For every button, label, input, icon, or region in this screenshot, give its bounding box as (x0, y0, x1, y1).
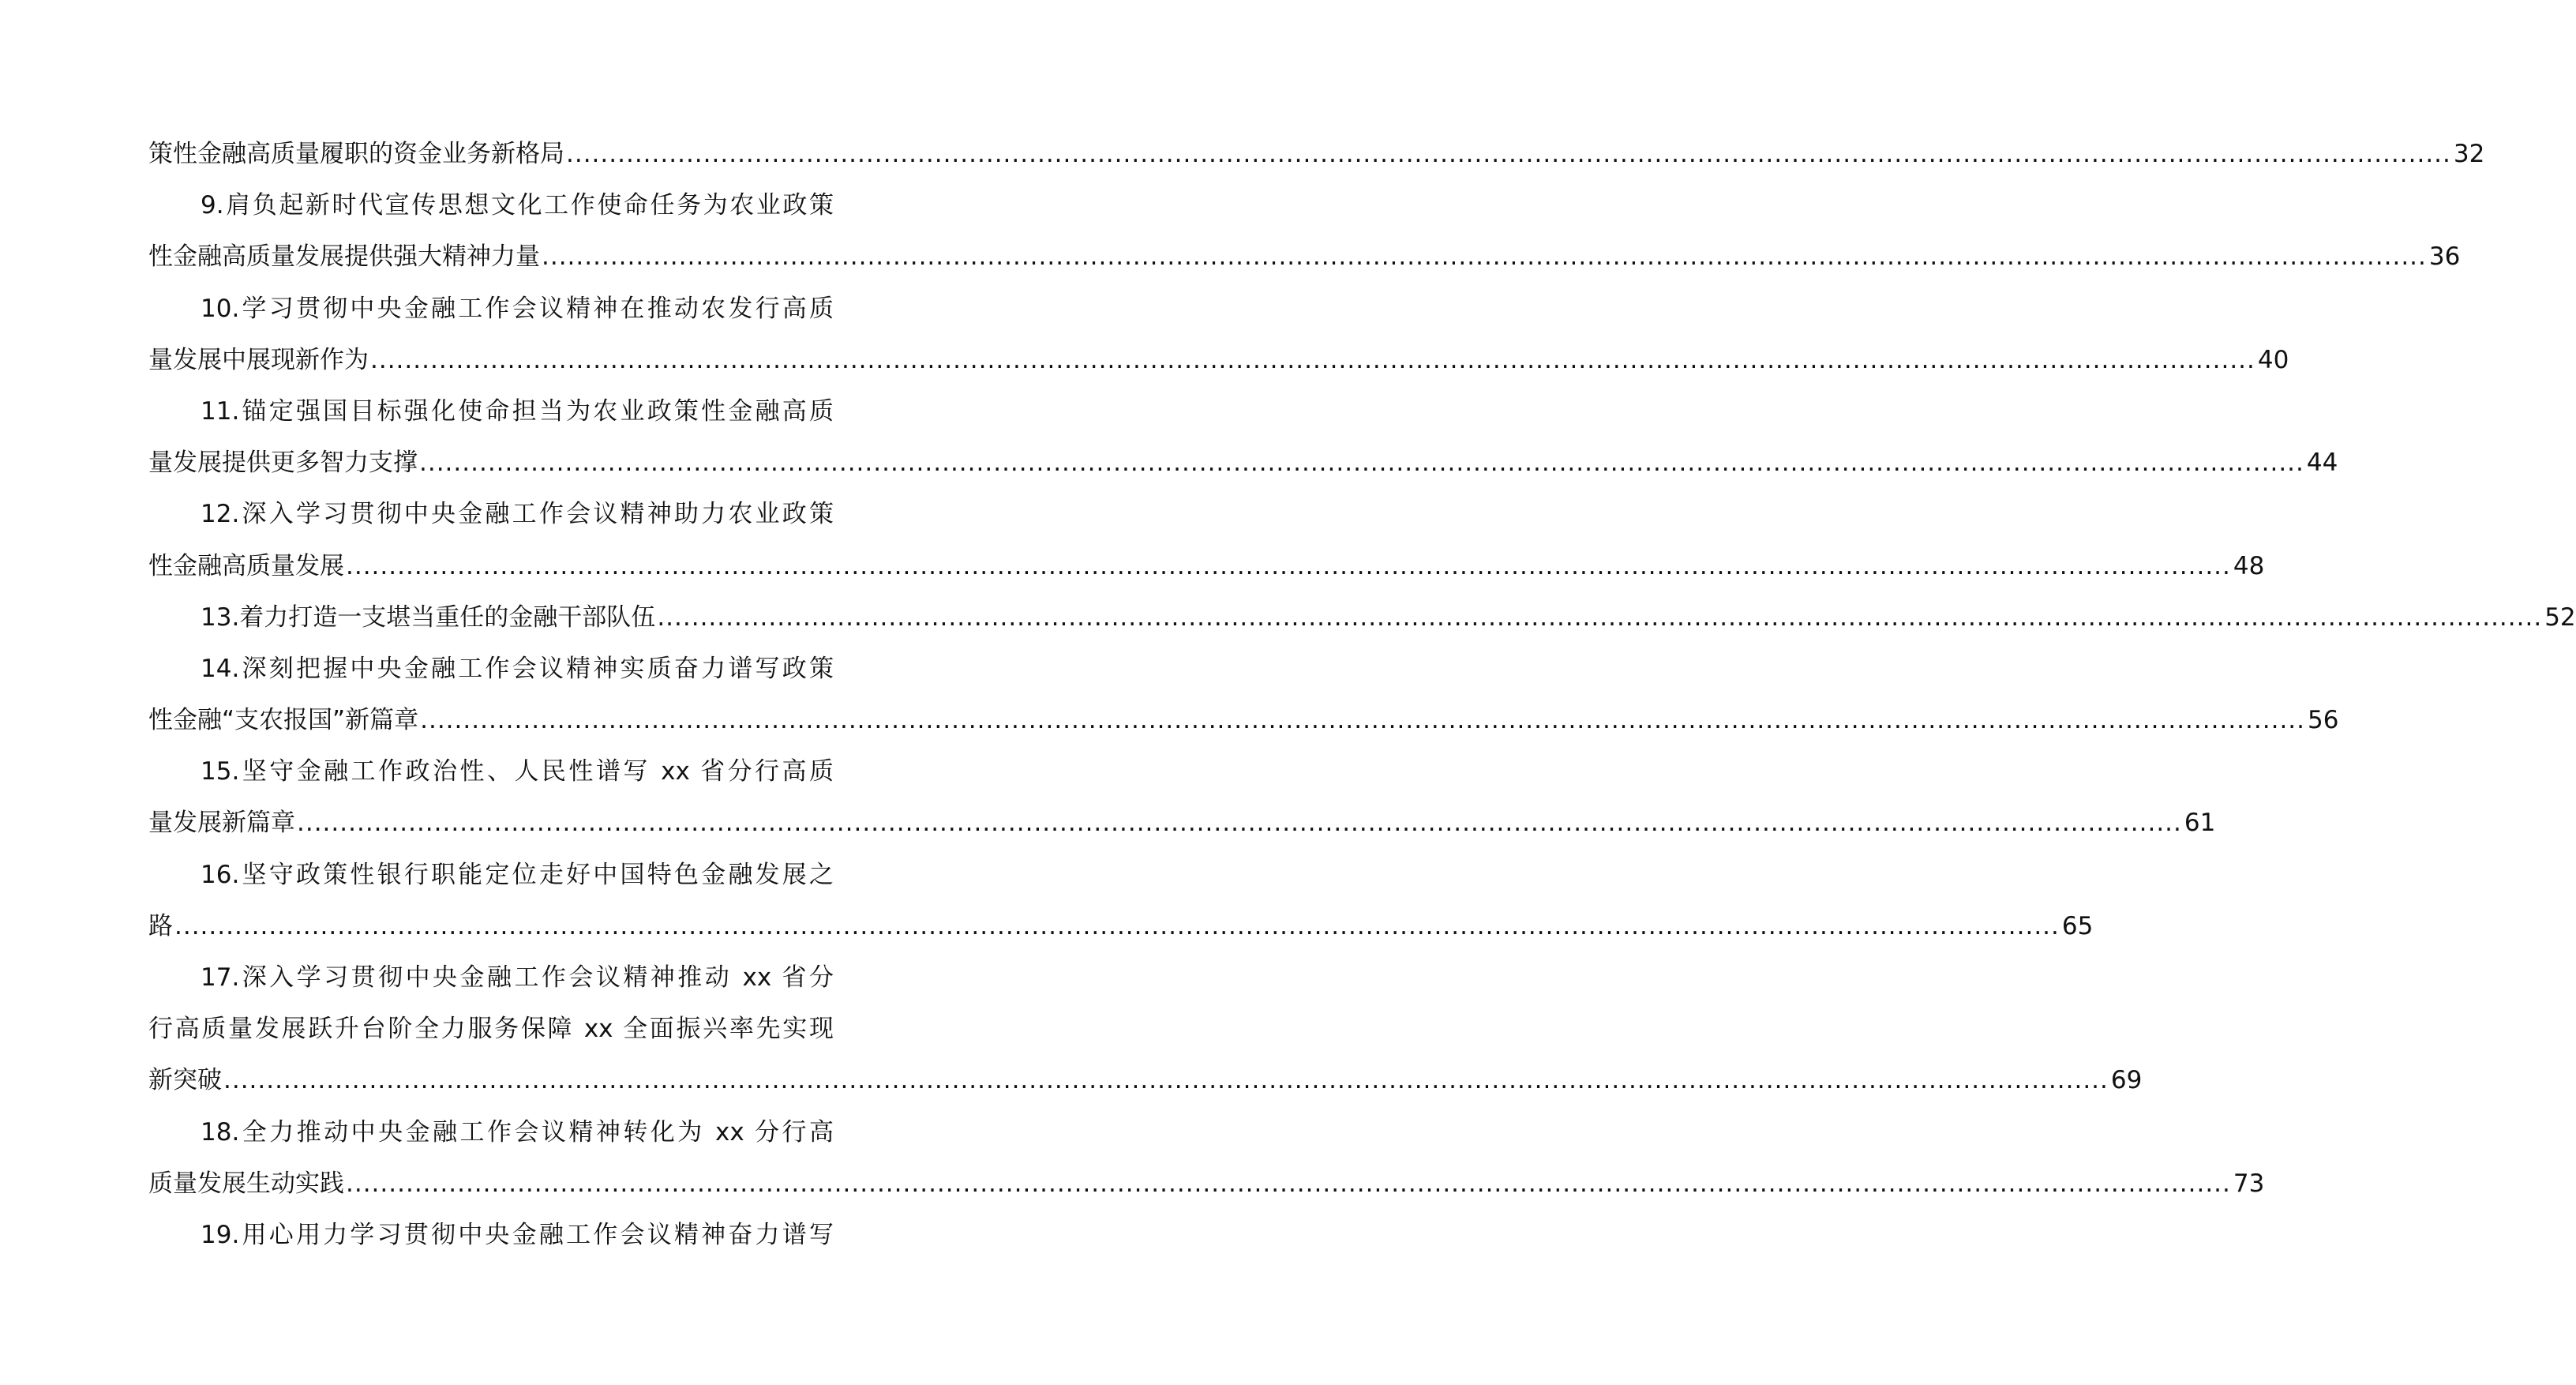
toc-page-number: 36 (2428, 242, 2461, 272)
toc-entry-text: 12.深入学习贯彻中央金融工作会议精神助力农业政策 (201, 500, 834, 529)
toc-line (148, 695, 2339, 746)
toc-entry-text: 10.学习贯彻中央金融工作会议精神在推动农发行高质 (201, 294, 834, 323)
toc-entry-text: 量发展新篇章 (148, 809, 295, 838)
toc-page-number: 48 (2233, 551, 2265, 580)
toc-page-number: 61 (2184, 809, 2216, 838)
toc-entry-text: 量发展中展现新作为 (148, 345, 369, 374)
toc-entry-text: 13.着力打造一支堪当重任的金融干部队伍 (201, 602, 656, 632)
toc-entry-text: 16.坚守政策性银行职能定位走好中国特色金融发展之 (201, 860, 834, 889)
toc-line (148, 541, 2265, 592)
toc-dot-leader: ............................................................................................................................................................................................................................ (297, 809, 2182, 838)
toc-entry-text: 性金融高质量发展 (148, 551, 344, 580)
toc-entry-text: 14.深刻把握中央金融工作会议精神实质奋力谱写政策 (201, 654, 834, 683)
toc-line (148, 592, 2576, 644)
toc-page-number: 52 (2544, 602, 2576, 632)
toc-line (148, 489, 834, 540)
toc-line (148, 1004, 834, 1055)
toc-dot-leader: ............................................................................................................................................................................................................................ (419, 449, 2304, 478)
toc-line (148, 437, 2338, 489)
toc-entry-text: 18.全力推动中央金融工作会议精神转化为 xx 分行高 (201, 1117, 834, 1147)
toc-line (148, 644, 834, 695)
toc-entry-text: 新突破 (148, 1066, 222, 1095)
toc-entry-text: 9.肩负起新时代宣传思想文化工作使命任务为农业政策 (201, 191, 834, 220)
toc-line (148, 1210, 834, 1261)
toc-page-number: 69 (2110, 1066, 2143, 1095)
toc-line (148, 850, 834, 901)
toc-line (148, 129, 2485, 180)
toc-entry-text: 量发展提供更多智力支撑 (148, 449, 418, 478)
toc-entry-text: 策性金融高质量履职的资金业务新格局 (148, 140, 564, 168)
toc-page-number: 65 (2061, 911, 2094, 940)
toc-lines (148, 129, 2576, 1261)
toc-entry-text: 11.锚定强国目标强化使命担当为农业政策性金融高质 (201, 396, 834, 426)
toc-line (148, 901, 2094, 952)
toc-dot-leader: ............................................................................................................................................................................................................................ (420, 706, 2306, 735)
toc-entry-text: 质量发展生动实践 (148, 1169, 344, 1198)
toc-line (148, 952, 834, 1004)
toc-line (148, 1107, 834, 1158)
toc-page-number: 32 (2453, 140, 2485, 168)
toc-line (148, 335, 2289, 386)
toc-line (148, 180, 834, 231)
toc-line (148, 231, 2461, 283)
toc-page-number: 56 (2308, 706, 2339, 735)
toc-dot-leader: ............................................................................................................................................................................................................................ (370, 345, 2255, 374)
toc-entry-text: 19.用心用力学习贯彻中央金融工作会议精神奋力谱写 (201, 1220, 834, 1249)
toc-line (148, 386, 834, 437)
toc-dot-leader: ............................................................................................................................................................................................................................ (657, 602, 2543, 632)
toc-line (148, 283, 834, 335)
table-of-contents (148, 129, 2576, 1261)
toc-entry-text: 行高质量发展跃升台阶全力服务保障 xx 全面振兴率先实现 (148, 1015, 834, 1044)
toc-entry-text: 性金融“支农报国”新篇章 (148, 706, 419, 735)
toc-line (148, 1055, 2143, 1106)
toc-page-number: 44 (2306, 449, 2338, 478)
toc-dot-leader: ............................................................................................................................................................................................................................ (566, 140, 2451, 168)
toc-entry-text: 17.深入学习贯彻中央金融工作会议精神推动 xx 省分 (201, 963, 834, 992)
toc-dot-leader: ............................................................................................................................................................................................................................ (346, 551, 2231, 580)
toc-page-number: 40 (2257, 345, 2289, 374)
toc-dot-leader: ............................................................................................................................................................................................................................ (346, 1169, 2231, 1198)
toc-entry-text: 性金融高质量发展提供强大精神力量 (148, 242, 540, 272)
toc-line (148, 746, 834, 798)
toc-line (148, 1158, 2265, 1210)
toc-dot-leader: ............................................................................................................................................................................................................................ (542, 242, 2427, 272)
toc-dot-leader: ............................................................................................................................................................................................................................ (174, 911, 2060, 940)
toc-entry-text: 15.坚守金融工作政治性、人民性谱写 xx 省分行高质 (201, 757, 834, 786)
toc-page-number: 73 (2233, 1169, 2265, 1198)
toc-line (148, 798, 2216, 849)
toc-dot-leader: ............................................................................................................................................................................................................................ (223, 1066, 2109, 1095)
toc-entry-text: 路 (148, 911, 173, 940)
